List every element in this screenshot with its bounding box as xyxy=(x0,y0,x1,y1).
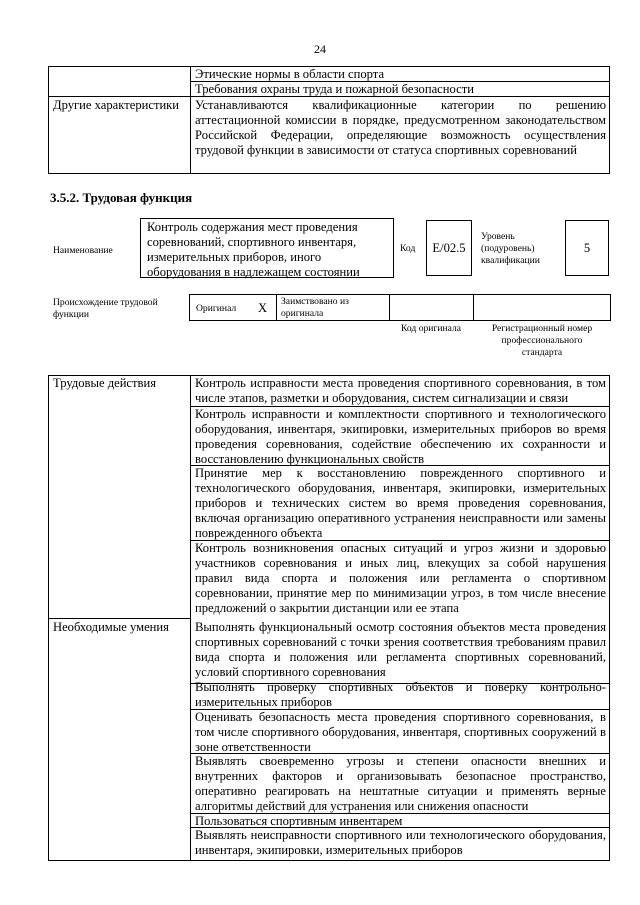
section-heading: 3.5.2. Трудовая функция xyxy=(50,190,193,205)
other-characteristics-text: Устанавливаются квалификационные категории по решению аттестационной комиссии в порядке, предусмотренном законодательством Российской Федерации, определяющие возможность осуществления трудовой функции в зависимости от статуса спортивных соревнований xyxy=(195,98,606,157)
skill-item: Выявлять неисправности спортивного или технологического оборудования, инвентаря, экипировки, измерительных приборов xyxy=(195,828,606,857)
level-label: Уровень (подуровень) квалификации xyxy=(481,231,540,266)
page-number: 24 xyxy=(314,42,326,56)
skills-label: Необходимые умения xyxy=(53,620,169,634)
divider xyxy=(276,294,277,321)
actions-label-cell xyxy=(48,375,191,619)
skill-item: Пользоваться спортивным инвентарем xyxy=(195,814,403,828)
top-table-left-col xyxy=(48,66,191,174)
function-name-box: Контроль содержания мест проведения соревнований, спортивного инвентаря, измерительных приборов, иного оборудования в надлежащем состоянии xyxy=(140,218,394,278)
action-item: Контроль исправности и комплектности спортивного и технологического оборудования, инвентаря, экипировки, измерительных приборов во время проведения соревнования, содействие обеспечению их сохранности и восстановлению функциональных свойств xyxy=(195,407,606,466)
skills-label-cell xyxy=(48,618,191,861)
original-label: Оригинал xyxy=(196,303,237,314)
action-item: Контроль исправности места проведения спортивного соревнования, в том числе этапов, разметки и оборудования, систем сигнализации и связи xyxy=(195,376,606,405)
skill-item: Оценивать безопасность места проведения спортивного соревнования, в том числе спортивного оборудования, инвентаря, спортивных сооружений в зоне ответственности xyxy=(195,710,606,754)
divider xyxy=(389,294,390,321)
skill-item: Выявлять своевременно угрозы и степени опасности внешних и внутренних факторов и организовывать безопасное пространство, оперативно реагировать на нештатные ситуации и применять верные алгоритмы действий для устранения или снижения опасности xyxy=(195,754,606,813)
action-item: Принятие мер к восстановлению поврежденного спортивного и технологического оборудования, инвентаря, экипировки, измерительных приборов и технических систем во время проведения соревнования, включая организацию оперативного устранения неисправности или замены поврежденного объекта xyxy=(195,466,606,540)
name-label: Наименование xyxy=(53,245,113,256)
level-value: 5 xyxy=(583,241,591,255)
original-mark: X xyxy=(258,301,268,315)
code-label: Код xyxy=(400,243,416,254)
divider xyxy=(473,294,474,321)
origin-label: Происхождение трудовой функции xyxy=(53,297,158,320)
top-row-ethics: Этические нормы в области спорта xyxy=(195,67,385,81)
origin-row xyxy=(189,294,611,321)
code-value: E/02.5 xyxy=(432,241,466,255)
other-characteristics-label: Другие характеристики xyxy=(53,98,180,112)
top-row-safety: Требования охраны труда и пожарной безопасности xyxy=(195,82,474,96)
borrowed-label: Заимствовано из оригинала xyxy=(281,296,349,319)
registration-number-caption: Регистрационный номер профессионального стандарта xyxy=(491,323,593,358)
skill-item: Выполнять проверку спортивных объектов и поверку контрольно-измерительных приборов xyxy=(195,680,606,709)
action-item: Контроль возникновения опасных ситуаций и угроз жизни и здоровью участников соревнования и иных лиц, влекущих за собой нарушения правил вида спорта и положения или регламента о спортивном соревновании, принятие мер по минимизации угроз, в том числе внесение предложений о закрытии дистанции или ее этапа xyxy=(195,541,606,615)
skill-item: Выполнять функциональный осмотр состояния объектов места проведения спортивных соревнований с точки зрения соответствия требованиям правил вида спорта и положения или регламента спортивных соревнований, условий спортивного соревнования xyxy=(195,620,606,679)
actions-label: Трудовые действия xyxy=(53,376,157,390)
original-code-caption: Код оригинала xyxy=(400,323,462,334)
